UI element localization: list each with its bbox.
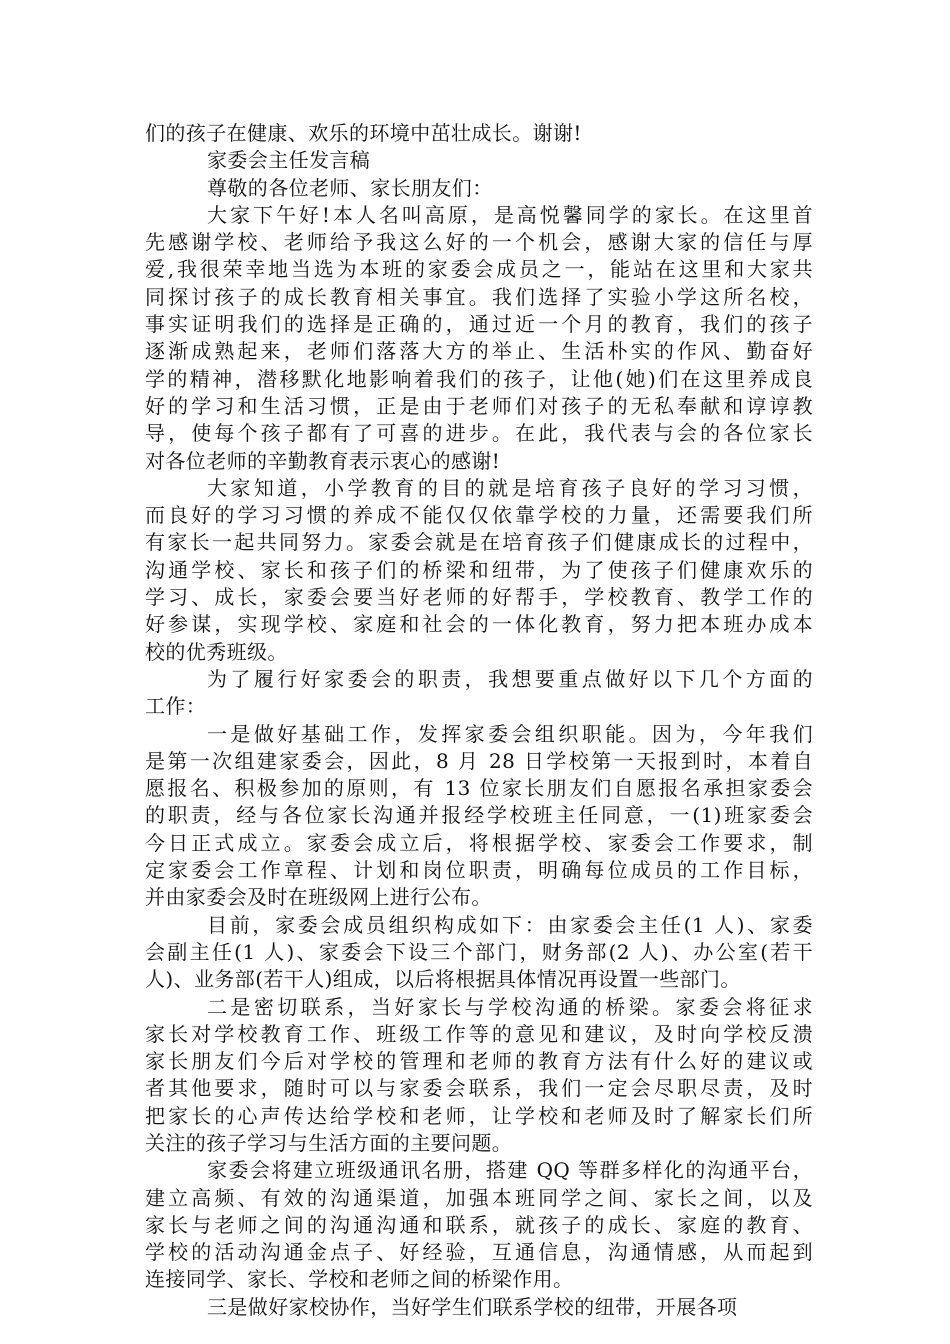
text-line: 把家长的心声传达给学校和老师，让学校和老师及时了解家长们所	[145, 1103, 813, 1128]
text-line: 尊敬的各位老师、家长朋友们：	[207, 175, 493, 200]
text-line: 会副主任(1 人)、家委会下设三个部门，财务部(2 人)、办公室(若干	[145, 939, 813, 964]
text-line: 工作：	[145, 694, 207, 719]
text-line: 一是做好基础工作，发挥家委会组织职能。因为，今年我们	[207, 721, 813, 746]
paragraph	[145, 147, 813, 174]
text-line: 而良好的学习习惯的养成不能仅仅依靠学校的力量，还需要我们所	[145, 503, 813, 528]
paragraph	[145, 1294, 813, 1321]
text-line: 建立高频、有效的沟通渠道，加强本班同学之间、家长之间，以及	[145, 1185, 813, 1210]
text-line: 同探讨孩子的成长教育相关事宜。我们选择了实验小学这所名校，	[145, 284, 813, 309]
text-line: 导，使每个孩子都有了可喜的进步。在此，我代表与会的各位家长	[145, 421, 813, 446]
text-line: 关注的孩子学习与生活方面的主要问题。	[145, 1130, 513, 1155]
text-line: 者其他要求，随时可以与家委会联系，我们一定会尽职尽责，及时	[145, 1076, 813, 1101]
text-line: 学校的活动沟通金点子、好经验，互通信息，沟通情感，从而起到	[145, 1240, 813, 1265]
text-line: 们的孩子在健康、欢乐的环境中茁壮成长。谢谢!	[145, 121, 582, 145]
document-page	[145, 120, 813, 1321]
text-line: 定家委会工作章程、计划和岗位职责，明确每位成员的工作目标，	[145, 858, 813, 883]
text-line: 沟通学校、家长和孩子们的桥梁和纽带，为了使孩子们健康欢乐的	[145, 557, 813, 582]
paragraph	[145, 666, 813, 721]
text-line: 校的优秀班级。	[145, 639, 288, 664]
text-line: 是第一次组建家委会，因此，8 月 28 日学校第一天报到时，本着自	[145, 748, 813, 773]
text-line: 有家长一起共同努力。家委会就是在培育孩子们健康成长的过程中，	[145, 530, 813, 555]
paragraph	[145, 175, 813, 202]
text-line: 家委会将建立班级通讯名册，搭建 QQ 等群多样化的沟通平台，	[207, 1158, 813, 1183]
paragraph	[145, 475, 813, 666]
text-line: 好参谋，实现学校、家庭和社会的一体化教育，努力把本班办成本	[145, 612, 813, 637]
text-line: 逐渐成熟起来，老师们落落大方的举止、生活朴实的作风、勤奋好	[145, 339, 813, 364]
paragraph	[145, 994, 813, 1158]
text-line: 二是密切联系，当好家长与学校沟通的桥梁。家委会将征求	[207, 994, 813, 1019]
paragraph	[145, 1157, 813, 1293]
text-line: 好的学习和生活习惯，正是由于老师们对孩子的无私奉献和谆谆教	[145, 393, 813, 418]
text-line: 三是做好家校协作，当好学生们联系学校的纽带，开展各项	[207, 1294, 738, 1319]
text-line: 事实证明我们的选择是正确的，通过近一个月的教育，我们的孩子	[145, 312, 813, 337]
text-line: 连接同学、家长、学校和老师之间的桥梁作用。	[145, 1267, 574, 1292]
text-line: 的职责，经与各位家长沟通并报经学校班主任同意，一(1)班家委会	[145, 803, 813, 828]
paragraph	[145, 721, 813, 912]
text-line: 愿报名、积极参加的原则，有 13 位家长朋友们自愿报名承担家委会	[145, 776, 813, 801]
text-line: 人)、业务部(若干人)组成，以后将根据具体情况再设置一些部门。	[145, 967, 741, 992]
text-line: 家委会主任发言稿	[207, 148, 371, 173]
paragraph	[145, 912, 813, 994]
text-line: 爱,我很荣幸地当选为本班的家委会成员之一，能站在这里和大家共	[145, 257, 813, 282]
paragraph	[145, 202, 813, 475]
text-line: 并由家委会及时在班级网上进行公布。	[145, 885, 492, 910]
paragraph	[145, 120, 813, 147]
text-line: 先感谢学校、老师给予我这么好的一个机会，感谢大家的信任与厚	[145, 230, 813, 255]
text-line: 大家下午好!本人名叫高原，是高悦馨同学的家长。在这里首	[207, 202, 813, 227]
text-line: 学习、成长，家委会要当好老师的好帮手，学校教育、教学工作的	[145, 585, 813, 610]
text-line: 大家知道，小学教育的目的就是培育孩子良好的学习习惯，	[207, 475, 813, 500]
text-line: 目前，家委会成员组织构成如下：由家委会主任(1 人)、家委	[207, 912, 813, 937]
text-line: 今日正式成立。家委会成立后，将根据学校、家委会工作要求，制	[145, 830, 813, 855]
text-line: 对各位老师的辛勤教育表示衷心的感谢!	[145, 448, 501, 473]
text-line: 家长对学校教育工作、班级工作等的意见和建议，及时向学校反溃	[145, 1021, 813, 1046]
text-line: 为了履行好家委会的职责，我想要重点做好以下几个方面的	[207, 666, 813, 691]
text-line: 家长朋友们今后对学校的管理和老师的教育方法有什么好的建议或	[145, 1049, 813, 1074]
text-line: 学的精神，潜移默化地影响着我们的孩子，让他(她)们在这里养成良	[145, 366, 813, 391]
text-line: 家长与老师之间的沟通沟通和联系，就孩子的成长、家庭的教育、	[145, 1212, 813, 1237]
